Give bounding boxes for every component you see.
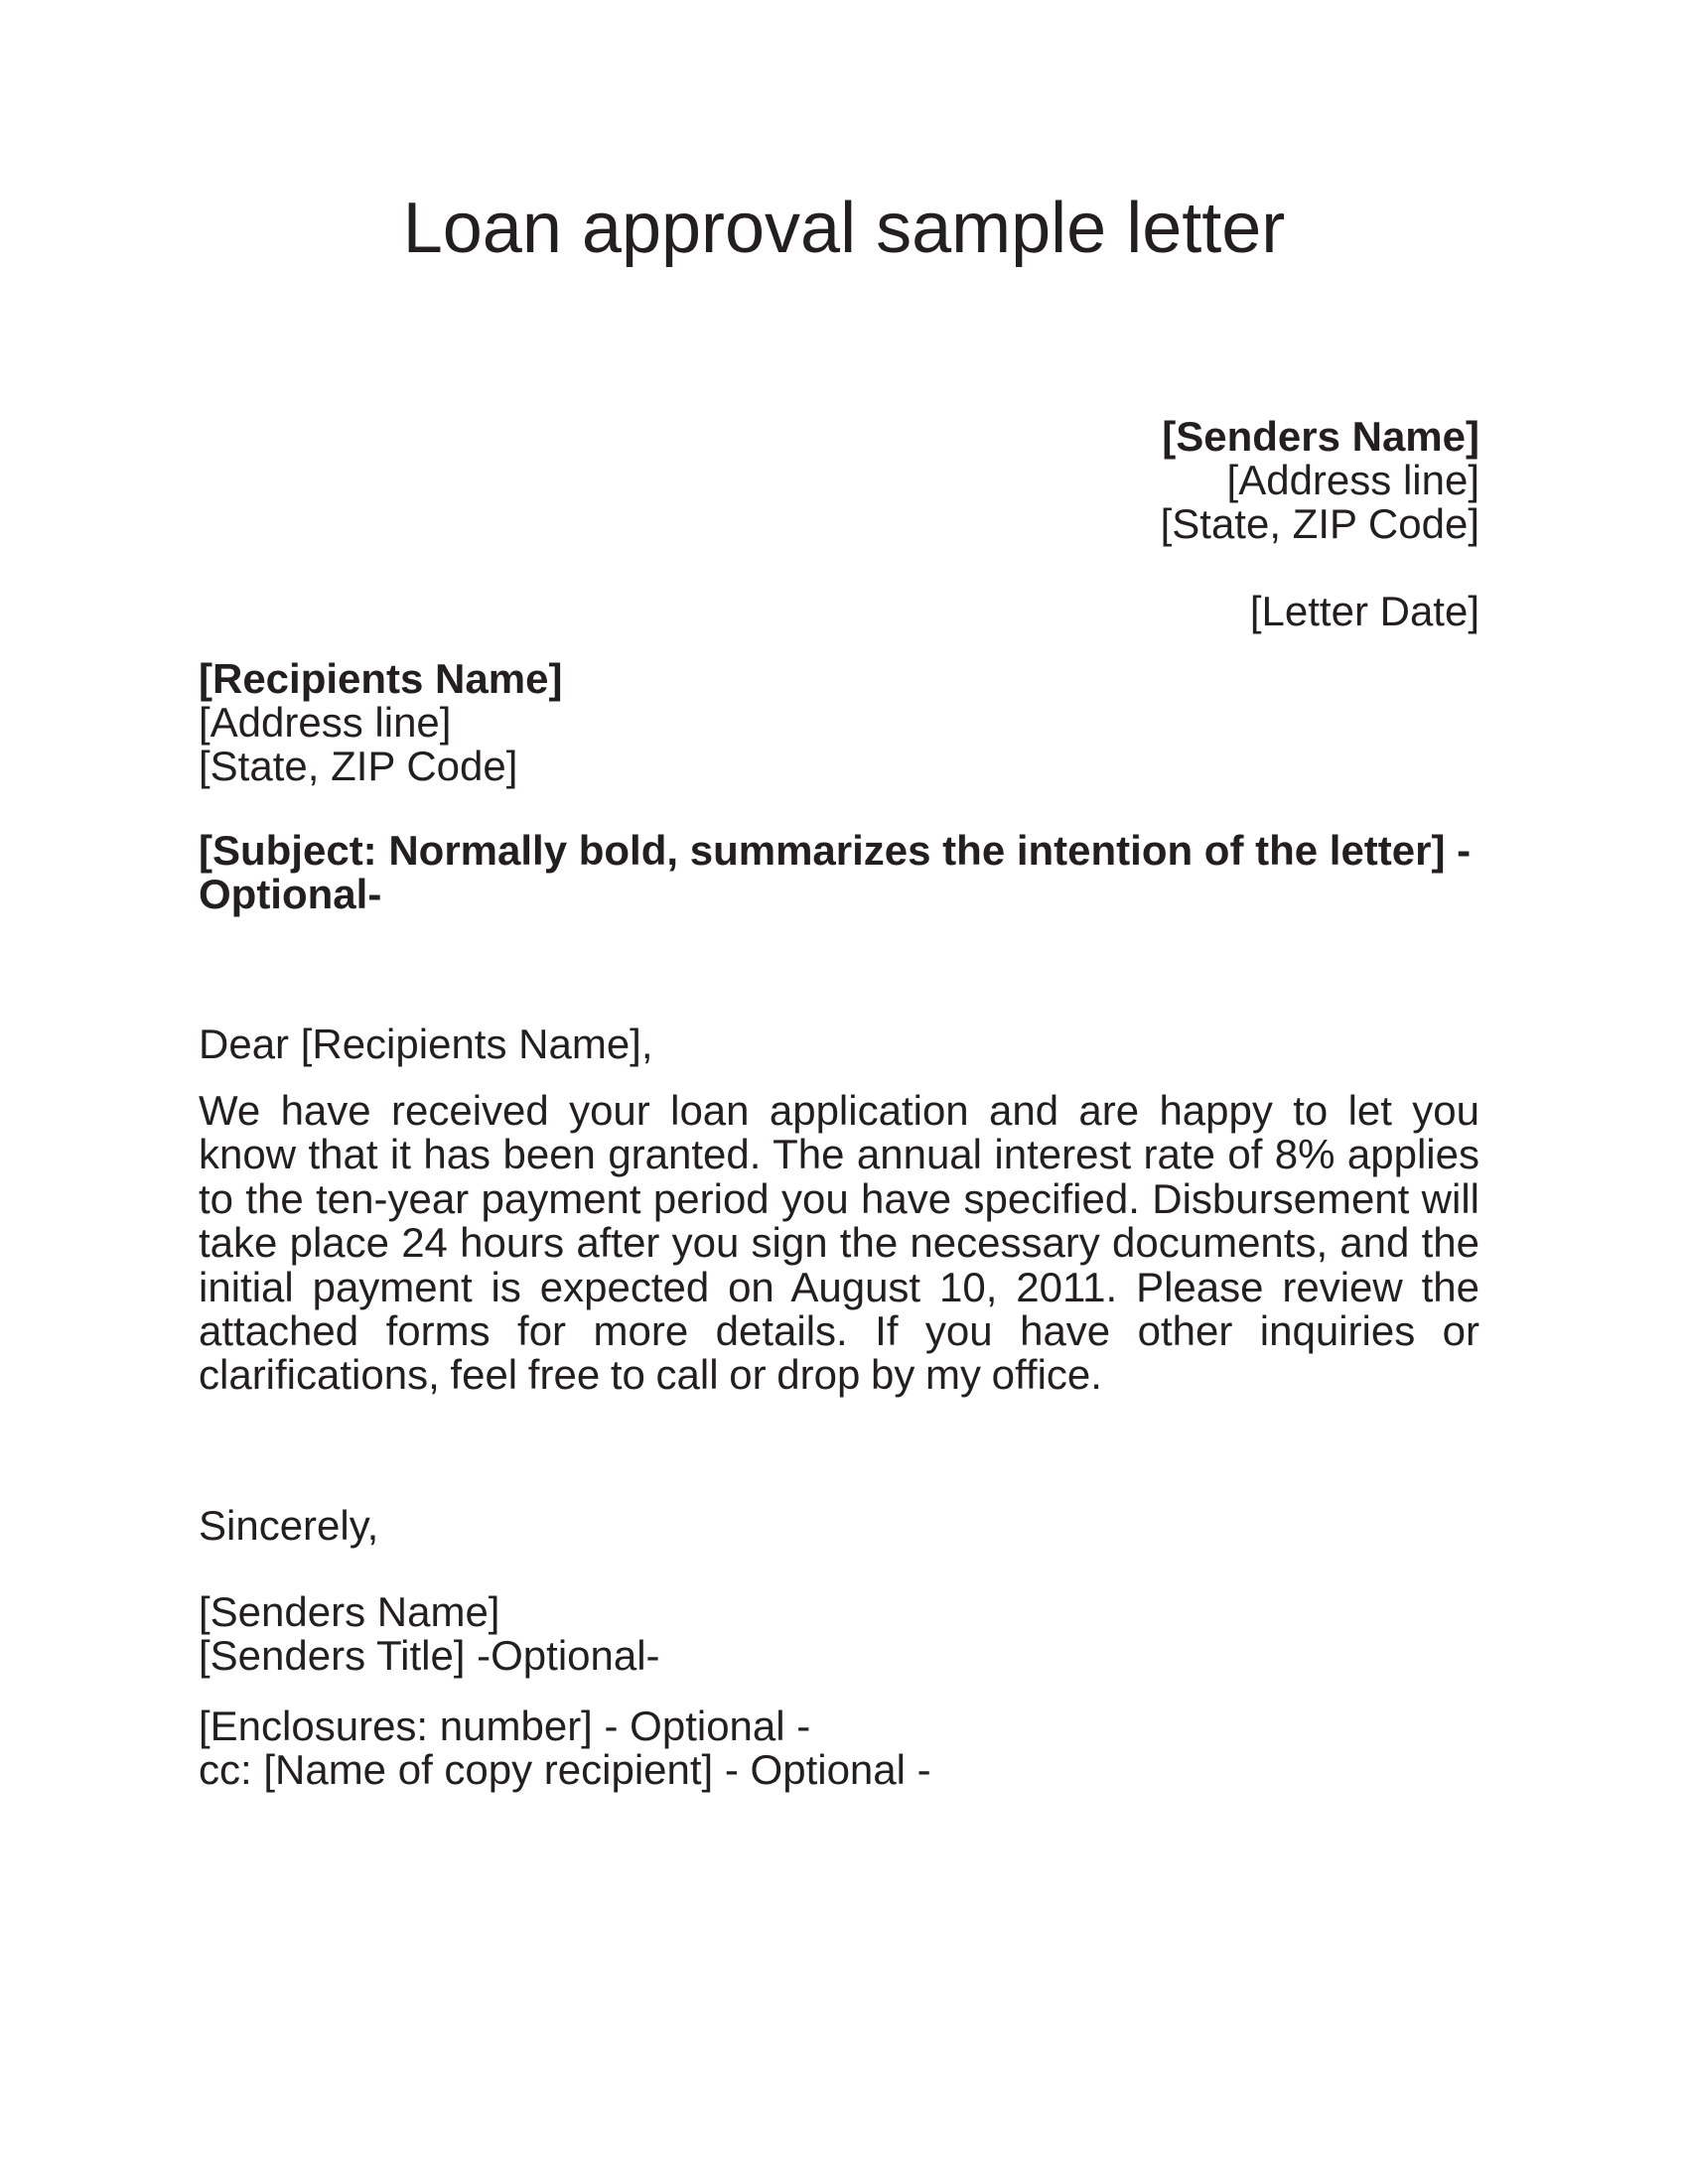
signature-title: [Senders Title] -Optional-	[199, 1632, 660, 1679]
signature-block	[199, 1590, 1479, 1678]
recipient-address-block	[199, 657, 1479, 788]
closing: Sincerely,	[199, 1502, 379, 1549]
signature-name: [Senders Name]	[199, 1588, 500, 1635]
greeting: Dear [Recipients Name],	[199, 1021, 653, 1067]
sender-name: [Senders Name]	[1162, 413, 1479, 460]
letter-date: [Letter Date]	[1249, 588, 1479, 634]
recipient-address-line: [Address line]	[199, 699, 452, 746]
recipient-state-zip: [State, ZIP Code]	[199, 743, 518, 789]
sender-address-line: [Address line]	[1226, 457, 1479, 503]
enclosures-block	[199, 1705, 1479, 1792]
sender-state-zip: [State, ZIP Code]	[1160, 500, 1479, 547]
sender-address-block	[199, 415, 1479, 546]
enclosures-line: [Enclosures: number] - Optional -	[199, 1703, 811, 1749]
page-title: Loan approval sample letter	[402, 189, 1286, 268]
cc-line: cc: [Name of copy recipient] - Optional -	[199, 1746, 931, 1793]
subject-line: [Subject: Normally bold, summarizes the intention of the letter] -Optional-	[199, 827, 1472, 917]
letter-body: We have received your loan application and are happy to let you know that it has been granted. The annual interest rate of 8% applies to the ten-year payment period you have specified. Disbursement will take place 24 hours after you sign the necessary documents, and the initial payment is expected on August 10, 2011. Please review the attached forms for more details. If you have other inquiries or clarifications, feel free to call or drop by my office.	[199, 1087, 1479, 1399]
recipient-name: [Recipients Name]	[199, 655, 563, 702]
